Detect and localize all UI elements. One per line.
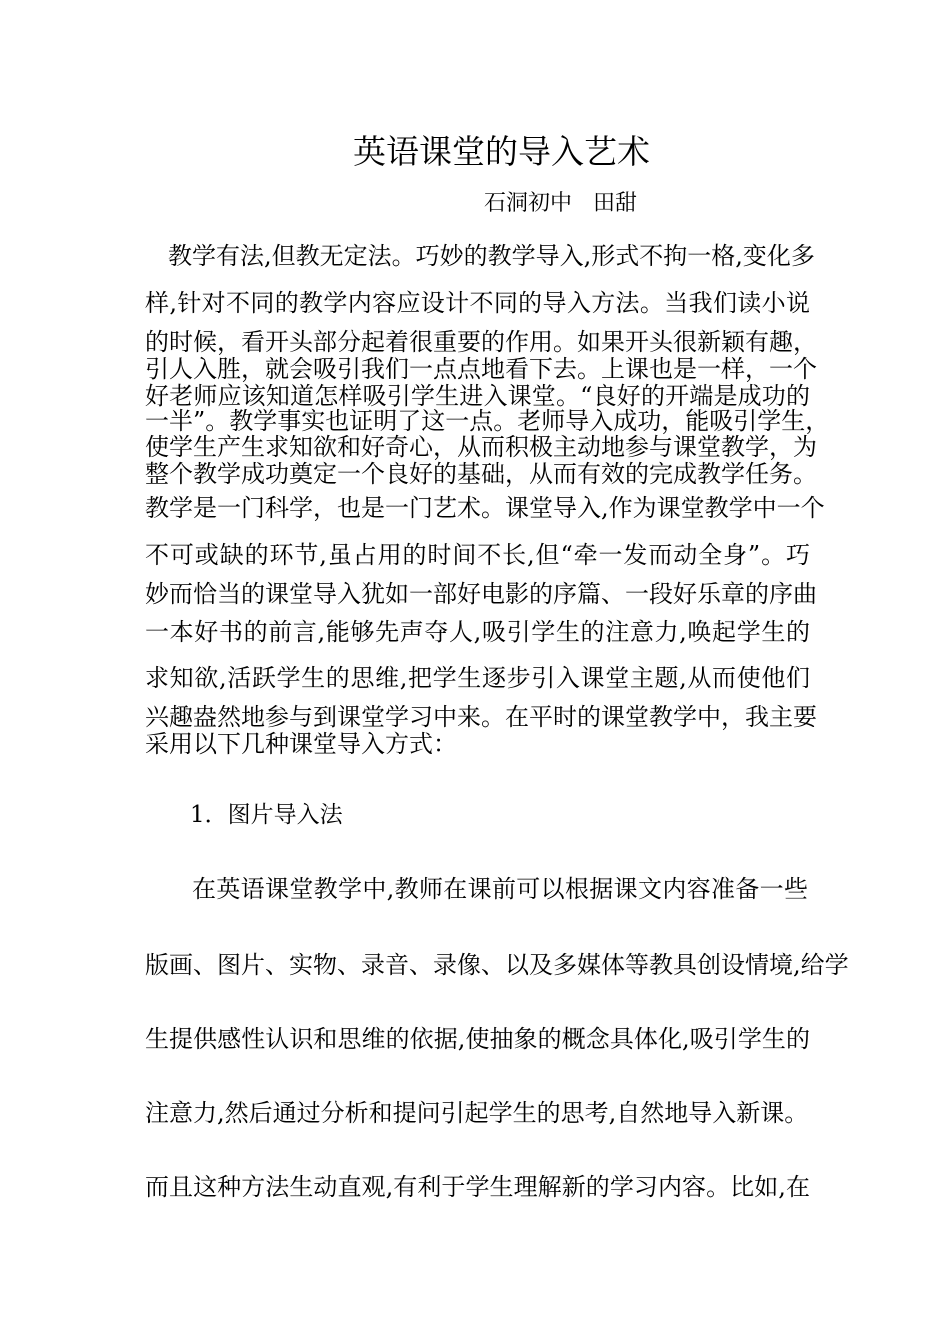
section-heading: 1．图片导入法 [190, 802, 343, 828]
text-line: 妙而恰当的课堂导入犹如一部好电影的序篇、一段好乐章的序曲 [145, 580, 817, 608]
text-line: 整个教学成功奠定一个良好的基础，从而有效的完成教学任务。 [145, 460, 817, 488]
document-author: 石洞初中 田甜 [484, 191, 637, 216]
text-line: 兴趣盎然地参与到课堂学习中来。在平时的课堂教学中，我主要 [145, 703, 817, 731]
text-line: 采用以下几种课堂导入方式： [145, 730, 457, 758]
text-line: 版画、图片、实物、录音、录像、以及多媒体等教具创设情境,给学 [145, 951, 849, 979]
text-line: 教学有法,但教无定法。巧妙的教学导入,形式不拘一格,变化多 [168, 242, 815, 270]
text-line: 样,针对不同的教学内容应设计不同的导入方法。当我们读小说 [145, 289, 810, 317]
text-line: 注意力,然后通过分析和提问引起学生的思考,自然地导入新课。 [145, 1099, 809, 1127]
text-line: 使学生产生求知欲和好奇心，从而积极主动地参与课堂教学，为 [145, 433, 817, 461]
text-line: 教学是一门科学，也是一门艺术。课堂导入,作为课堂教学中一个 [145, 494, 825, 522]
text-line: 生提供感性认识和思维的依据,使抽象的概念具体化,吸引学生的 [145, 1025, 810, 1053]
text-line: 的时候，看开头部分起着很重要的作用。如果开头很新颖有趣， [145, 328, 817, 356]
text-line: 不可或缺的环节,虽占用的时间不长,但“牵一发而动全身”。巧 [145, 541, 810, 569]
text-line: 一半”。教学事实也证明了这一点。老师导入成功，能吸引学生， [145, 407, 830, 435]
text-line: 求知欲,活跃学生的思维,把学生逐步引入课堂主题,从而使他们 [145, 664, 810, 692]
text-line: 一本好书的前言,能够先声夺人,吸引学生的注意力,唤起学生的 [145, 618, 810, 646]
text-line: 好老师应该知道怎样吸引学生进入课堂。“良好的开端是成功的 [145, 382, 810, 410]
text-line: 而且这种方法生动直观,有利于学生理解新的学习内容。比如,在 [145, 1173, 810, 1201]
document-title: 英语课堂的导入艺术 [353, 132, 650, 171]
text-line: 引人入胜，就会吸引我们一点点地看下去。上课也是一样，一个 [145, 355, 817, 383]
text-line: 在英语课堂教学中,教师在课前可以根据课文内容准备一些 [192, 875, 808, 903]
